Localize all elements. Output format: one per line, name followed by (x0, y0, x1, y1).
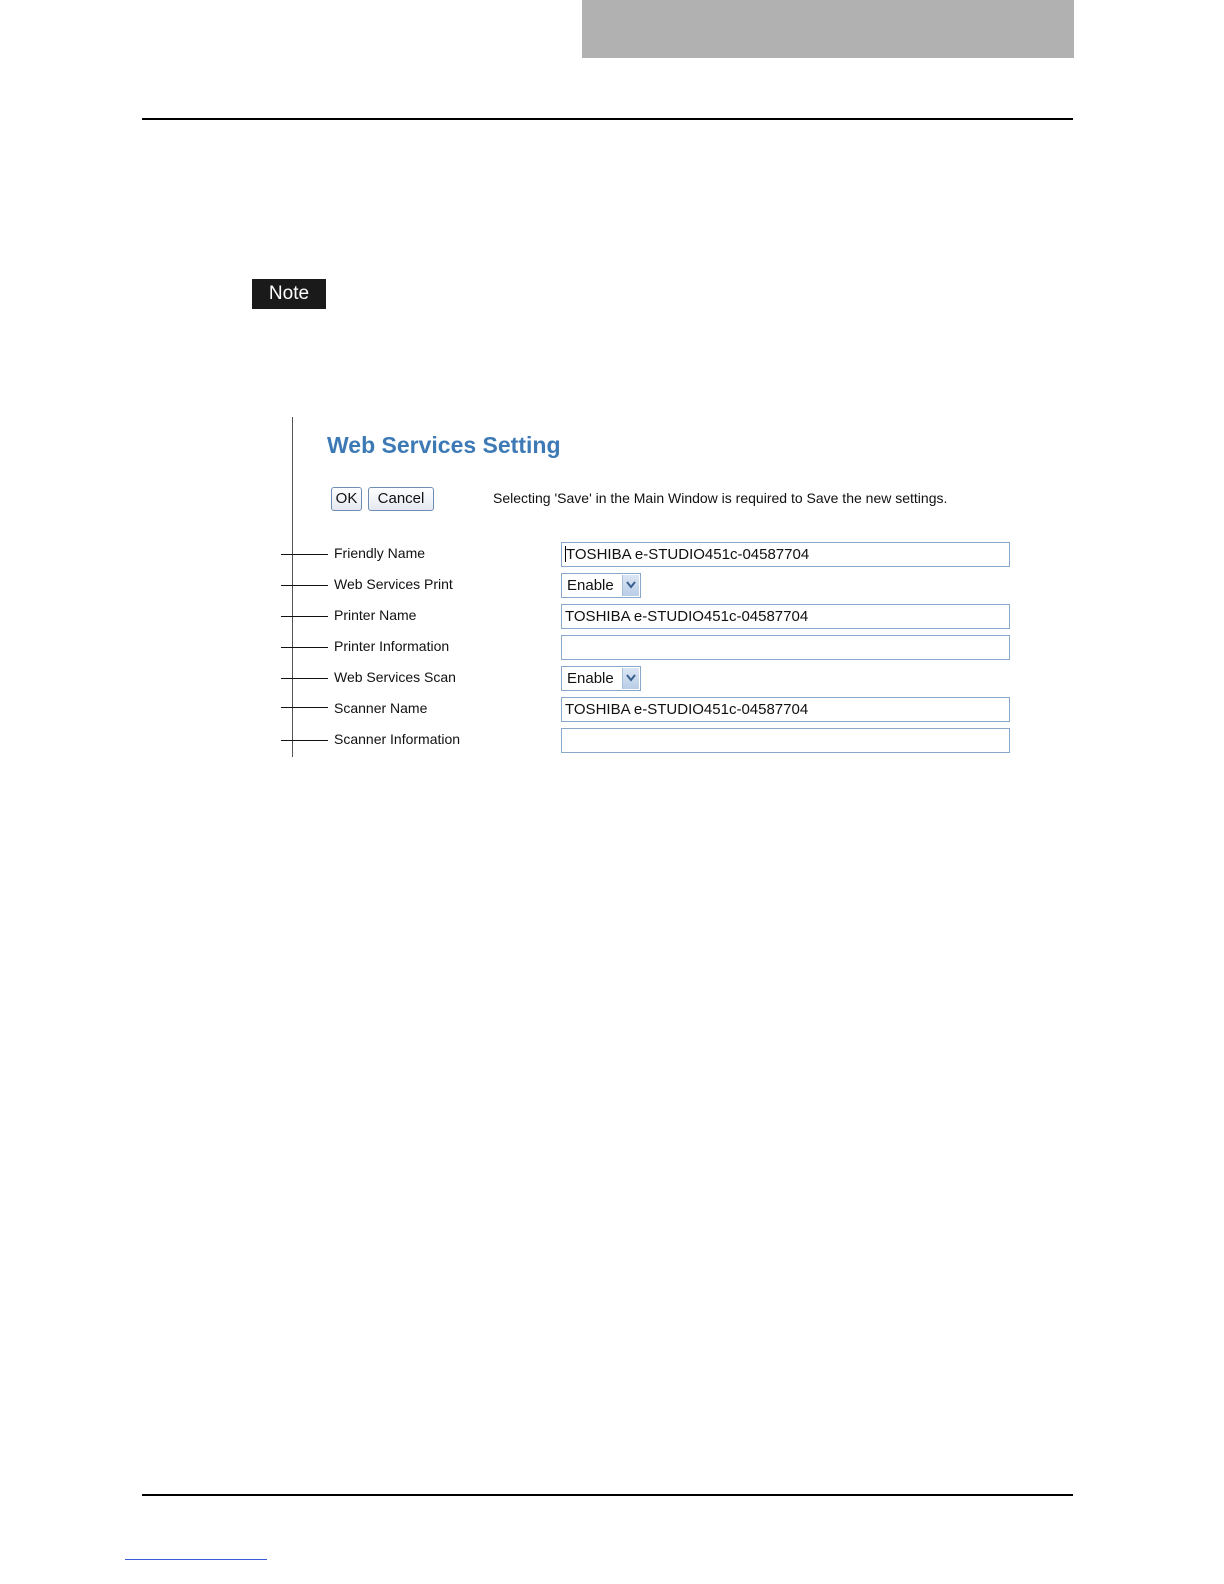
printer-information-input[interactable] (561, 635, 1010, 660)
cancel-button[interactable]: Cancel (368, 487, 434, 511)
callout-leader (281, 707, 328, 708)
top-rule (142, 118, 1073, 120)
web-services-scan-select[interactable] (561, 666, 641, 691)
callout-leader (281, 585, 328, 586)
friendly-name-label: Friendly Name (334, 545, 426, 561)
printer-information-label: Printer Information (334, 638, 450, 654)
printer-name-input[interactable]: TOSHIBA e-STUDIO451c-04587704 (561, 604, 1010, 629)
chevron-down-icon[interactable] (622, 668, 639, 689)
note-badge: Note (252, 279, 326, 309)
web-services-print-label: Web Services Print (334, 576, 453, 592)
ok-button[interactable]: OK (331, 487, 362, 511)
callout-leader (281, 647, 328, 648)
web-services-print-value: Enable (567, 577, 614, 594)
callout-leader (281, 554, 328, 555)
callout-bracket-line (292, 417, 293, 757)
scanner-information-input[interactable] (561, 728, 1010, 753)
scanner-name-label: Scanner Name (334, 700, 428, 716)
scanner-information-label: Scanner Information (334, 731, 461, 747)
friendly-name-input[interactable] (561, 542, 1010, 567)
footer-link-underline[interactable] (125, 1559, 267, 1560)
chevron-down-icon[interactable] (622, 575, 639, 596)
friendly-name-value: TOSHIBA e-STUDIO451c-04587704 (566, 546, 810, 563)
web-services-print-select[interactable] (561, 573, 641, 598)
callout-leader (281, 678, 328, 679)
callout-leader (281, 616, 328, 617)
web-services-scan-label: Web Services Scan (334, 669, 456, 685)
bottom-rule (142, 1494, 1073, 1496)
scanner-name-input[interactable]: TOSHIBA e-STUDIO451c-04587704 (561, 697, 1010, 722)
header-band (582, 0, 1074, 58)
save-required-message: Selecting 'Save' in the Main Window is required to Save the new settings. (493, 490, 948, 506)
panel-title: Web Services Setting (327, 432, 561, 458)
web-services-scan-value: Enable (567, 670, 614, 687)
printer-name-label: Printer Name (334, 607, 417, 623)
callout-leader (281, 740, 328, 741)
